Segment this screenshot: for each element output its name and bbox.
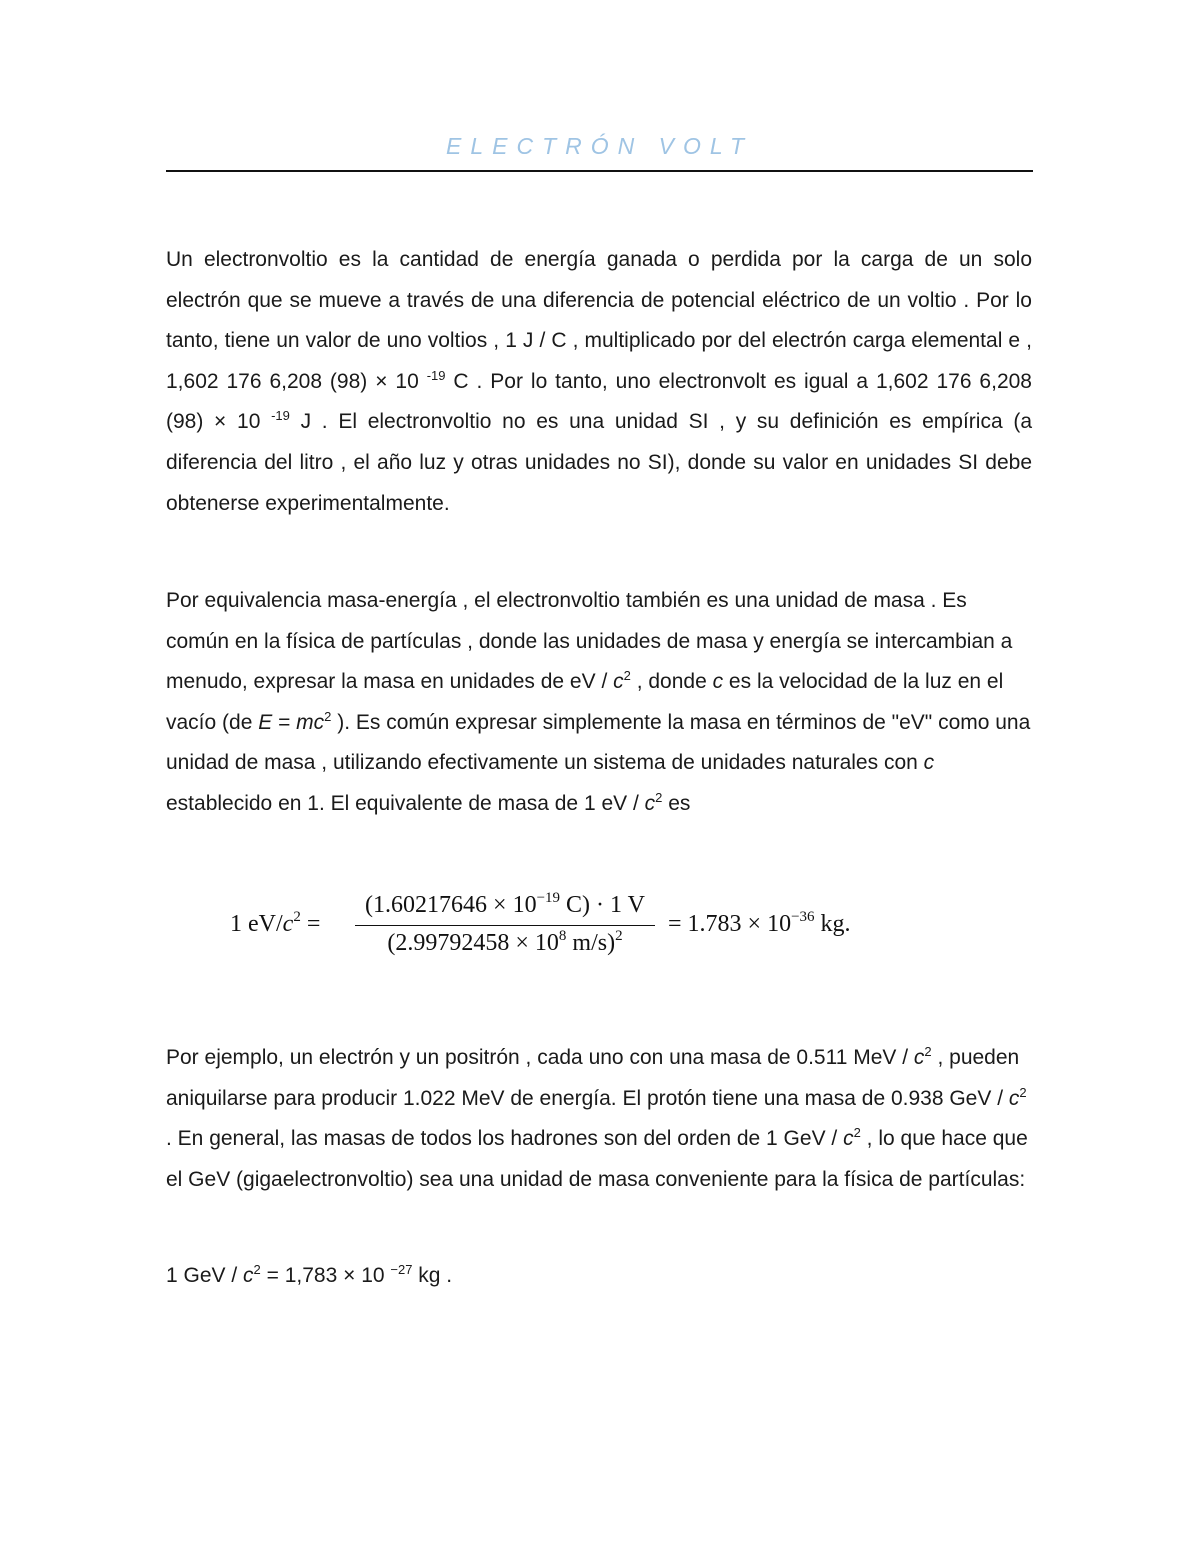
equation-denominator: ($2.99792458 \times 10^8$ m/s)$^2$ [387,928,623,956]
equation-numerator: ($1.60217646 \times 10^{-19}$ C) · 1 V [365,890,645,918]
gev-conversion-line: 1 GeV / $c^2 = 1,783 \times 10$ $^{-27}$ kg . [166,1262,453,1287]
document-title: ELECTRÓN VOLT [446,133,753,159]
title-underline [166,170,1033,172]
paragraph-mass-energy: Por equivalencia masa-energía , el electronvoltio también es una unidad de masa . Es común en la física de partículas , donde las unidades de masa y energía se intercambian a menudo, expresar la masa en unidades de eV / $c^2$ , donde c es la velocidad de la luz en el vacío (de $E = mc^2$ ). Es común expresar simplemente la masa en términos de "eV" como una unidad de masa , utilizando efectivamente un sistema de unidades naturales con c establecido en 1. El equivalente de masa de 1 eV / $c^2$ es [166,589,1031,815]
paragraph-examples: Por ejemplo, un electrón y un positrón , cada uno con una masa de 0.511 MeV / $c^2$ , pueden aniquilarse para producir 1.022 MeV de energía. El protón tiene una masa de 0.938 GeV / $c^2$ . En general, las masas de todos los hadrones son del orden de 1 GeV / $c^2$ , lo que hace que el GeV (gigaelectronvoltio) sea una unidad de masa conveniente para la física de partículas: [166,1044,1028,1191]
equation-lhs: 1 $eV/c^2$ = [230,909,321,937]
paragraph-definition: Un electronvoltio es la cantidad de energía ganada o perdida por la carga de un solo electrón que se mueve a través de una diferencia de potencial eléctrico de un voltio . Por lo tanto, tiene un valor de uno voltios , 1 J / C , multiplicado por del electrón carga elemental e , 1,602 176 6,208 (98) × 10 $^{-19}$ C . Por lo tanto, uno electronvolt es igual a 1,602 176 6,208 (98) × 10 $^{-19}$ J . El electronvoltio no es una unidad SI , y su definición es empírica (a diferencia del litro , el año luz y otras unidades no SI), donde su valor en unidades SI debe obtenerse experimentalmente. [166,248,1032,515]
mass-equivalence-equation [230,888,930,968]
equation-fraction [355,888,655,957]
equation-rhs: = $1.783 \times 10^{-36}$ kg. [668,909,851,937]
